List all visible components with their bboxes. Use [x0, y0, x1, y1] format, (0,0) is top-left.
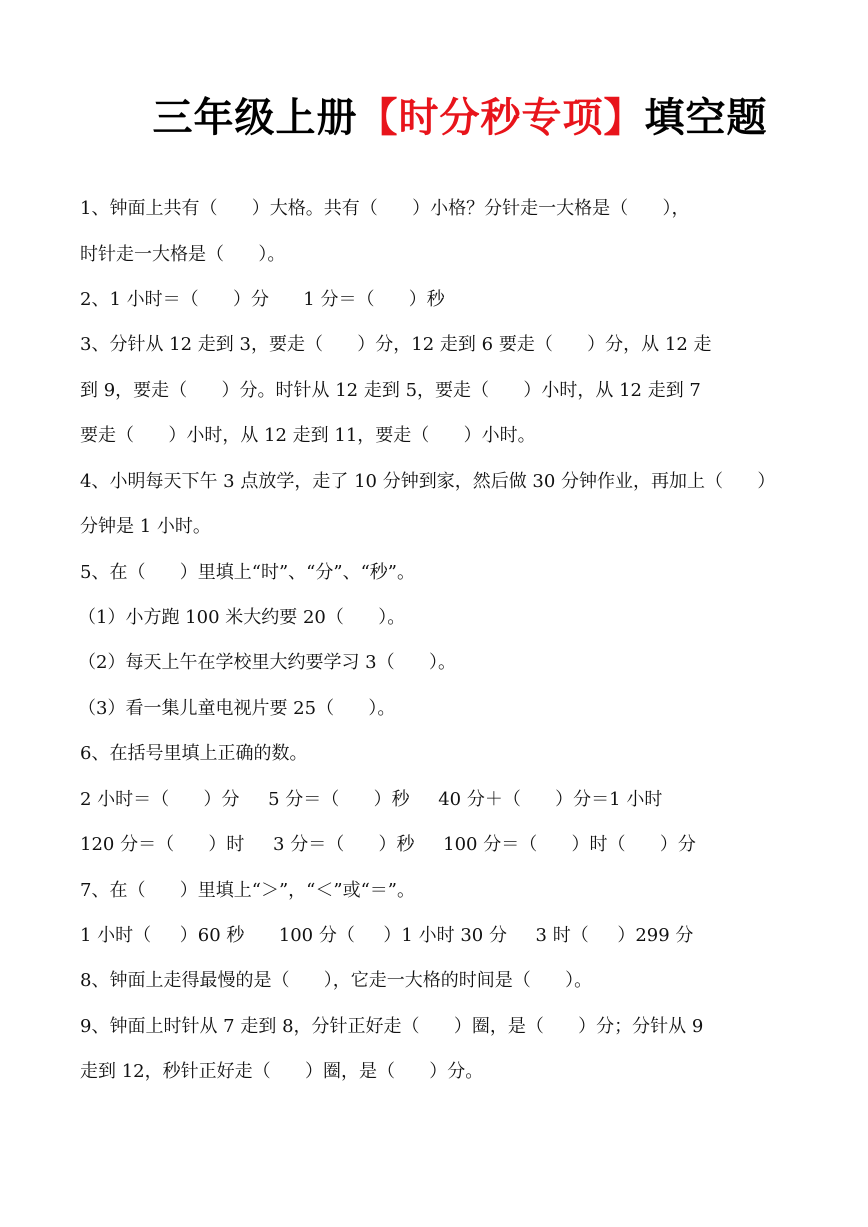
q1-line1: 1、钟面上共有（ ）大格。共有（ ）小格？分针走一大格是（ ），	[80, 198, 690, 219]
q5-sub1: （1）小方跑 100 米大约要 20（ ）。	[78, 607, 406, 628]
q6-line: 6、在括号里填上正确的数。	[80, 743, 308, 764]
q4-line1: 4、小明每天下午 3 点放学，走了 10 分钟到家，然后做 30 分钟作业，再加上（ ）	[80, 471, 776, 492]
q3-line2: 到 9，要走（ ）分。时针从 12 走到 5，要走（ ）小时，从 12 走到 7	[80, 380, 701, 401]
q2-line: 2、1 小时＝（ ）分 1 分＝（ ）秒	[80, 289, 445, 310]
q6-row1: 2 小时＝（ ）分 5 分＝（ ）秒 40 分＋（ ）分＝1 小时	[80, 789, 663, 810]
title-pre: 三年级上册	[152, 95, 358, 141]
q8-line: 8、钟面上走得最慢的是（ ），它走一大格的时间是（ ）。	[80, 970, 593, 991]
q6-row2: 120 分＝（ ）时 3 分＝（ ）秒 100 分＝（ ）时（ ）分	[80, 834, 696, 855]
q9-line2: 走到 12，秒针正好走（ ）圈，是（ ）分。	[80, 1061, 484, 1082]
q3-line1: 3、分针从 12 走到 3，要走（ ）分，12 走到 6 要走（ ）分，从 12 走	[80, 334, 712, 355]
q9-line1: 9、钟面上时针从 7 走到 8，分针正好走（ ）圈，是（ ）分；分针从 9	[80, 1016, 704, 1037]
title-highlight: 【时分秒专项】	[357, 95, 645, 141]
title-post: 填空题	[644, 95, 768, 141]
page-title	[0, 86, 868, 143]
q7-row: 1 小时（ ）60 秒 100 分（ ）1 小时 30 分 3 时（ ）299 分	[80, 925, 694, 946]
q5-sub3: （3）看一集儿童电视片要 25（ ）。	[78, 698, 396, 719]
q5-sub2: （2）每天上午在学校里大约要学习 3（ ）。	[78, 652, 456, 673]
q1-line2: 时针走一大格是（ ）。	[80, 244, 286, 265]
q3-line3: 要走（ ）小时，从 12 走到 11，要走（ ）小时。	[80, 425, 536, 446]
q4-line2: 分钟是 1 小时。	[80, 516, 211, 537]
q5-line: 5、在（ ）里填上“时”、“分”、“秒”。	[80, 562, 415, 583]
q7-line: 7、在（ ）里填上“＞”，“＜”或“＝”。	[80, 880, 415, 901]
